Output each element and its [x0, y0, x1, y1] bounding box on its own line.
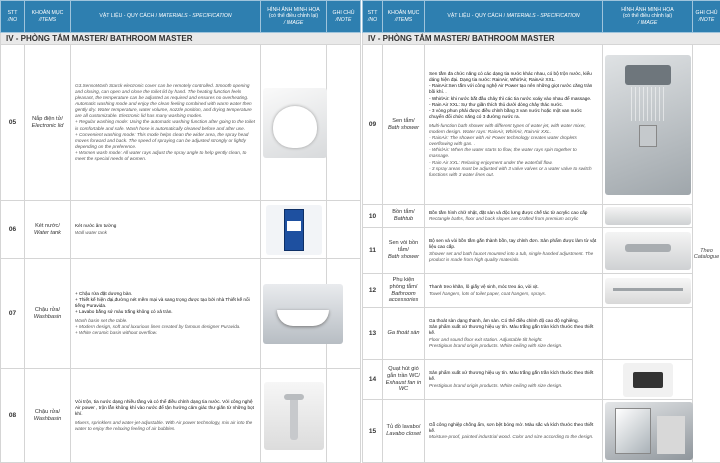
- table-row: [363, 228, 720, 274]
- header-image: HÌNH ẢNH MINH HỌA (có thể điều chỉnh lại) / IMAGE: [603, 1, 693, 33]
- row-number: 05: [1, 45, 25, 201]
- item-name: Tủ đồ lavabo/ Lavabo closet: [383, 400, 425, 463]
- spec-text: Bồn tắm hình chữ nhật, đặt sàn và độc lưng được chế tác từ acrylic cao cấp Rectangle baths, floor and back slopes are crafted from premium acrylic: [425, 205, 603, 228]
- table-row: [1, 201, 361, 259]
- table-row: [363, 45, 720, 205]
- note-cell: [327, 201, 361, 259]
- row-number: 13: [363, 308, 383, 360]
- spec-text: Gỗ công nghiệp chống ẩm, sơn bệt bóng mờ. Màu sắc và kích thước theo thiết kế. Moisture-proof, painted industrial wood. Color and size according to the design.: [425, 400, 603, 463]
- table-row: [363, 308, 720, 360]
- item-name: Sen tắm/ Bath shower: [383, 45, 425, 205]
- item-name: Sen vòi bồn tắm/ Bath shower: [383, 228, 425, 274]
- note-cell: [327, 45, 361, 201]
- table-row: [363, 400, 720, 463]
- row-number: 14: [363, 360, 383, 400]
- table-row: [363, 205, 720, 228]
- header-items: KHOẢN MỤC /ITEMS: [25, 1, 71, 33]
- image-cell: [603, 45, 693, 205]
- image-cell: [261, 369, 327, 463]
- spec-text: + Chậu rửa đặt dương bàn. + Thiết kế hiện đại,đường nét mềm mại và sang trọng được tạo bởi nhà Thiết kế nổi tiếng Puravida. + Lavabo bằng sứ màu trắng không có xả tràn. Wash basin set the table. + Modern design, soft and luxurious lines created by famous designer Puravida. + White ceramic basin without overflow.: [71, 259, 261, 369]
- image-cell: [603, 205, 693, 228]
- table-row: [1, 369, 361, 463]
- header-items: KHOẢN MỤC /ITEMS: [383, 1, 425, 33]
- header-row: [363, 1, 720, 33]
- note-text: Theo: [700, 247, 713, 254]
- note-cell: [327, 369, 361, 463]
- item-name: Phụ kiện phòng tắm/ Bathroom accessories: [383, 274, 425, 308]
- image-cell: [603, 308, 693, 360]
- header-row: [1, 1, 361, 33]
- accessories-image: [605, 278, 691, 304]
- row-number: 09: [363, 45, 383, 205]
- image-cell: [261, 259, 327, 369]
- header-spec: VẬT LIỆU - QUY CÁCH / MATERIALS - SPECIFICATION: [71, 1, 261, 33]
- spec-text: Bộ sen và vòi bồn tắm gắn thành bồn, tay chỉnh đơn. Sản phẩm được làm từ vật liệu cao cấp. Shower set and bath faucet mounted into a tub, single-handed adjustment. The product is made from high quality materials.: [425, 228, 603, 274]
- table-row: [363, 274, 720, 308]
- header-image: HÌNH ẢNH MINH HỌA (có thể điều chỉnh lại) / IMAGE: [261, 1, 327, 33]
- note-text: Catalogue: [693, 253, 720, 260]
- faucet-image: [264, 382, 324, 450]
- bath-faucet-image: [605, 232, 691, 270]
- header-stt: STT /NO: [1, 1, 25, 33]
- row-number: 08: [1, 369, 25, 463]
- item-name: Két nước/ Water tank: [25, 201, 71, 259]
- item-name: Nắp điện tử/ Electronic lid: [25, 45, 71, 201]
- image-cell: [603, 360, 693, 400]
- note-cell: [693, 45, 720, 463]
- spec-text: Sen tắm đa chức năng có các dạng tia nước khác nhau, có bộ trộn nước, kiểu dáng hiện đại. Dạng tia nước: RainAir, WhirlAir, RainAir XXL. - RainAir:Sen tắm với công nghệ Air Power tạo nên những giọt nước căng tràn bồi khí. . - WhirlAir: khi nước bắt đầu chảy thì các tia nước xoáy vào nhau để massage. - Rain Air XXL: Sự thư giãn thích thú dưới dòng chảy thác nước. - 3 vòng phun phải được điều chỉnh bằng 3 van nước hoặc một van nước chuyển đổi chức năng có 3 đường nước ra. Multi-function bath shower with different types of water jet, with water mixer, modern design. Water rays: RainAir, WhirlAir, RainAir XXL. - RainAir: The shower with Air Power technology creates water droplets overflowing with gas. . - WhirlAir: When the water starts to flow, the water rays spin together to massage. - Rain Air XXL: Relaxing enjoyment under the waterfall flow. - 3 spray areas must be adjusted with 3 valve valves or a water valve to switch functions with 3 water lines out.: [425, 45, 603, 205]
- section-row: [363, 33, 720, 45]
- item-name: Chậu rửa/ Washbasin: [25, 259, 71, 369]
- row-number: 15: [363, 400, 383, 463]
- lavabo-closet-image: [605, 402, 693, 460]
- image-cell: [603, 228, 693, 274]
- image-cell: [261, 201, 327, 259]
- washbasin-image: [263, 284, 343, 344]
- spec-text: Thanh treo khăn, lô giấy vệ sinh, móc treo áo, vòi xịt. Towel hangers, lots of toilet paper, coat hangers, sprays.: [425, 274, 603, 308]
- shower-image: [605, 55, 691, 195]
- spec-text: G3.SensoWash Starck electronic cover can be remotely controlled. Smooth opening and closing, can open and close the toilet lid by hand. The heating function feels pleasant, the temperature can be adjusted as required and ensures no overheating. Automatic washing mode and enjoy the clean feeling combined with warm water then gently dry. Water temperature, water volume, nozzle position, and drying temperature are all customizable. Electronic lid has many washing modes. + Regular washing mode: Using the automatic washing function after going to the toilet is comfortable and safe. Wash hose is automatically cleaned before and after use. + Convenient washing mode: This mode helps clean the wider area, the spray head moves forward and back. The speed of spraying can be adjusted strongly or lightly depending on the preference. + Women wash mode: All water rays adjust the spray angle to help gently clean, to meet the special needs of women.: [71, 45, 261, 201]
- header-stt: STT /NO: [363, 1, 383, 33]
- row-number: 07: [1, 259, 25, 369]
- spec-text: Ga thoát sàn dạng thanh, âm sàn. Có thể điều chỉnh độ cao độ nghiêng. Sản phẩm xuất xứ thương hiệu uy tín. Màu trắng gắn tràn kích thước theo thiết kế. Floor and sound floor exit station. Adjustable tilt height. Prestigious brand origin products. White ceiling with size design.: [425, 308, 603, 360]
- item-name: Chậu rửa/ Washbasin: [25, 369, 71, 463]
- header-note: GHI CHÚ /NOTE: [693, 1, 720, 33]
- section-row: [1, 33, 361, 45]
- row-number: 06: [1, 201, 25, 259]
- header-note: GHI CHÚ /NOTE: [327, 1, 361, 33]
- spec-text: Sản phẩm xuất xứ thương hiệu uy tín. Màu trắng gắn trần kích thước theo thiết kế. Prestigious brand origin products. White ceiling with size design.: [425, 360, 603, 400]
- image-cell: [603, 274, 693, 308]
- spec-table-right: [362, 0, 720, 463]
- spec-text: Két nước âm tường Wall water tank: [71, 201, 261, 259]
- spec-text: Vòi trộn, tia nước dạng nhiều tầng và có thể điều chỉnh dạng tia nước. Với công nghệ Air power , trộn lẫn không khí vào nước để tận hưởng cảm giác thư giãn từ những bọt khí. Mixers, sprinklers and water-jet-adjustable. With Air power technology, mix air into the water to enjoy the relaxing feeling of air bubbles.: [71, 369, 261, 463]
- section-title: IV - PHÒNG TẮM MASTER/ BATHROOM MASTER: [1, 33, 361, 45]
- toilet-image: [263, 88, 327, 158]
- section-title: IV - PHÒNG TẮM MASTER/ BATHROOM MASTER: [363, 33, 720, 45]
- image-cell: [603, 400, 693, 463]
- header-spec: VẬT LIỆU - QUY CÁCH / MATERIALS - SPECIFICATION: [425, 1, 603, 33]
- item-name: Ga thoát sàn: [383, 308, 425, 360]
- row-number: 10: [363, 205, 383, 228]
- table-row: [363, 360, 720, 400]
- bathtub-image: [605, 207, 691, 225]
- row-number: 12: [363, 274, 383, 308]
- item-name: Quạt hút gió gắn trần WC/ Exhaust fan in WC: [383, 360, 425, 400]
- exhaust-fan-image: [623, 363, 673, 397]
- water-tank-image: [266, 205, 322, 255]
- table-row: [1, 259, 361, 369]
- item-name: Bồn tắm/ Bathtub: [383, 205, 425, 228]
- table-row: [1, 45, 361, 201]
- image-cell: [261, 45, 327, 201]
- row-number: 11: [363, 228, 383, 274]
